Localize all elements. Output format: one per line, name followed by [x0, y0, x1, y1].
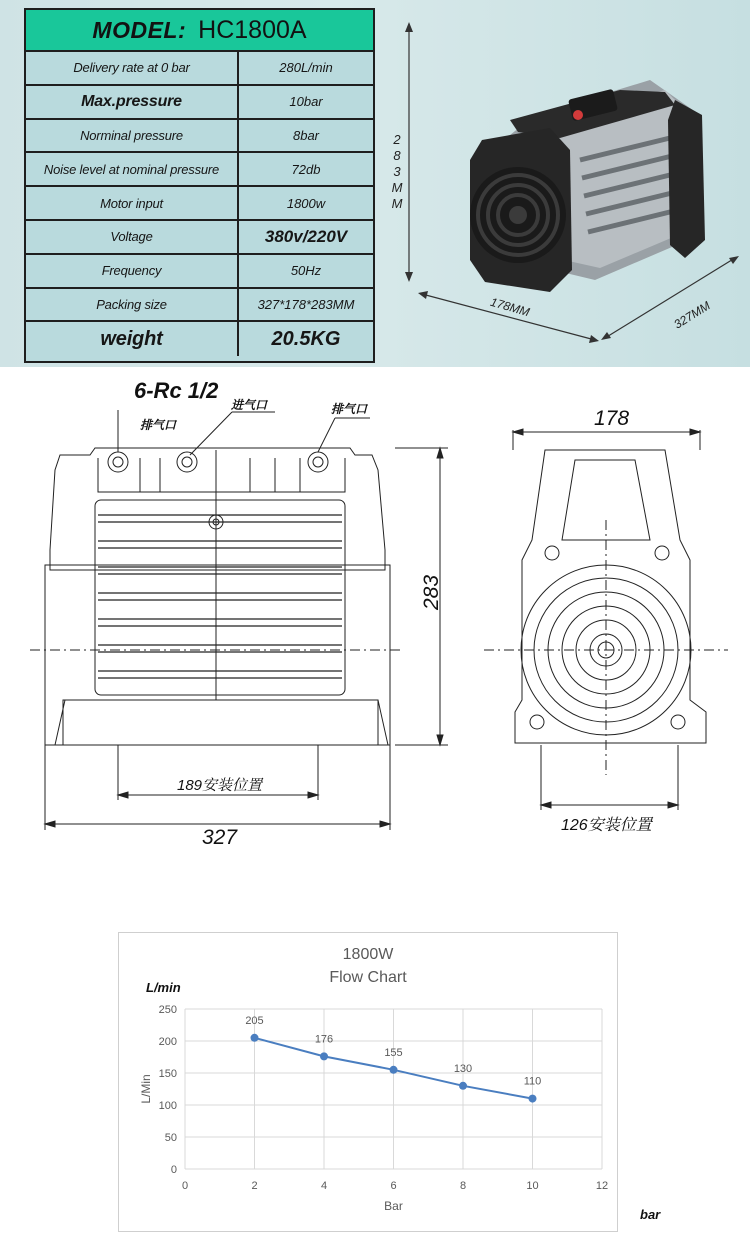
data-point: [320, 1052, 328, 1060]
spec-key: Frequency: [26, 255, 239, 287]
data-label: 176: [314, 1033, 334, 1046]
x-tick-label: 8: [459, 1180, 467, 1192]
x-tick-label: 6: [390, 1180, 397, 1192]
y-tick-label: 250: [158, 1004, 177, 1016]
spec-value: 20.5KG: [271, 327, 341, 350]
dim-width-front: 327: [202, 826, 238, 849]
spec-value: 380v/220V: [264, 226, 348, 246]
data-label: 110: [523, 1075, 542, 1088]
dim-mount-side: 126安装位置: [561, 817, 652, 834]
chart-subtitle: Flow Chart: [329, 969, 407, 986]
model-label: MODEL: [92, 16, 178, 43]
spec-value: 280L/min: [279, 60, 333, 76]
data-point: [459, 1082, 467, 1090]
spec-key: Max.pressure: [26, 86, 239, 118]
y-tick-label: 150: [158, 1068, 177, 1080]
spec-value: 8bar: [292, 127, 320, 143]
spec-value: 72db: [291, 161, 321, 177]
x-tick-label: 10: [526, 1180, 539, 1192]
dim-height: 283: [420, 574, 443, 610]
data-point: [390, 1066, 398, 1074]
dim-mount-front: 189安装位置: [177, 777, 263, 794]
y-tick-label: 0: [170, 1164, 177, 1176]
spec-value: 50Hz: [290, 263, 322, 279]
spec-value: 327*178*283MM: [257, 296, 355, 312]
chart-unit-right: bar: [640, 1207, 661, 1222]
chart-unit-top: L/min: [146, 980, 181, 995]
exhaust-label-left: 排气口: [140, 418, 177, 432]
data-label: 155: [384, 1046, 403, 1059]
spec-key: Norminal pressure: [26, 120, 239, 152]
spec-key: Voltage: [26, 221, 239, 253]
depth-dim-label: 178MM: [488, 294, 532, 320]
spec-key: Motor input: [26, 187, 239, 219]
spec-value: 1800w: [286, 195, 326, 211]
spec-key: weight: [26, 322, 239, 356]
chart-title: 1800W: [342, 946, 394, 963]
spec-key: Packing size: [26, 289, 239, 321]
model-value: HC1800A: [198, 15, 307, 44]
x-tick-label: 4: [320, 1180, 328, 1192]
x-axis-title: Bar: [384, 1199, 403, 1213]
height-dim-label: 283MM: [391, 132, 403, 211]
y-axis-title: L/Min: [139, 1074, 153, 1104]
data-point: [251, 1034, 259, 1042]
x-tick-label: 2: [251, 1180, 258, 1192]
y-tick-label: 50: [164, 1132, 177, 1144]
exhaust-label-right: 排气口: [331, 402, 368, 416]
y-tick-label: 200: [158, 1036, 177, 1048]
width-dim-label: 327MM: [671, 298, 713, 332]
inlet-label: 进气口: [231, 398, 268, 412]
x-tick-label: 12: [595, 1180, 609, 1192]
data-label: 205: [245, 1014, 264, 1027]
port-label: 6-Rc 1/2: [134, 378, 219, 403]
data-point: [529, 1095, 537, 1103]
spec-key: Noise level at nominal pressure: [26, 153, 239, 185]
model-separator: :: [177, 16, 187, 43]
spec-key: Delivery rate at 0 bar: [26, 52, 239, 84]
x-tick-label: 0: [181, 1180, 189, 1192]
dim-width-side: 178: [594, 407, 630, 430]
data-label: 130: [453, 1062, 473, 1075]
spec-value: 10bar: [289, 94, 323, 110]
y-tick-label: 100: [158, 1100, 177, 1112]
